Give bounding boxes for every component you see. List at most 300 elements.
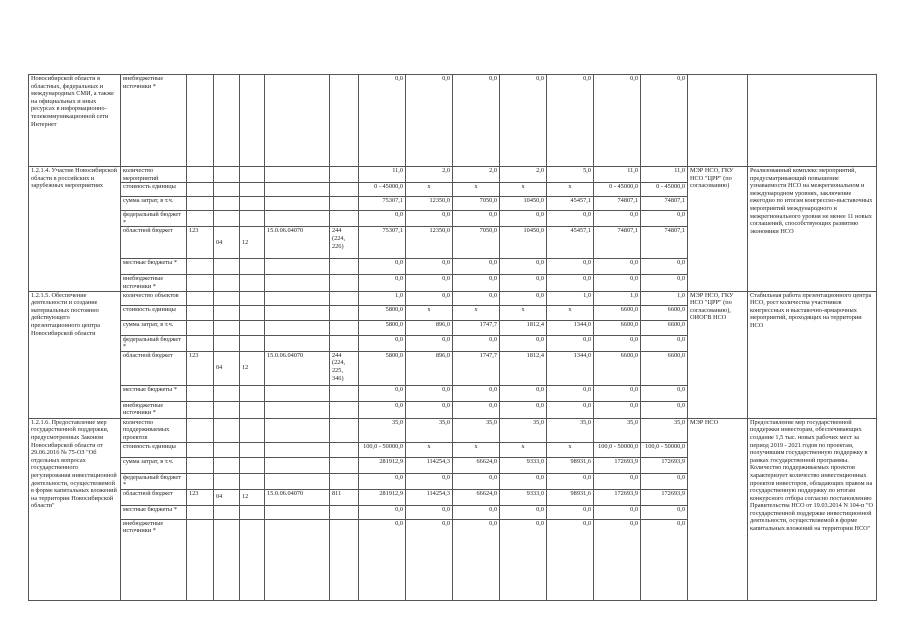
empty-code-cell (187, 385, 214, 401)
empty-code-cell (187, 275, 214, 291)
indicator-label-cell: областной бюджет (121, 351, 187, 385)
empty-code-cell (187, 259, 214, 275)
empty-code-cell (187, 418, 214, 442)
empty-code-cell (214, 75, 240, 167)
value-cell: 0,0 (406, 335, 453, 351)
value-cell: 281912,9 (359, 489, 406, 505)
empty-code-cell (330, 291, 359, 305)
expected-result-cell: Реализованный комплекс мероприятий, предусматривающий повышение узнаваемости НСО на межрегиональном и международном уровнях, заключение ежегодно по итогам конгрессно-выставочных мероприятий международного и межрегионального уровня не менее 11 новых соглашений, способствующих развитию экономики НСО (748, 167, 877, 292)
value-cell: 0,0 (547, 473, 594, 489)
value-cell: 0,0 (594, 259, 641, 275)
empty-code-cell (330, 305, 359, 320)
empty-code-cell (240, 473, 265, 489)
value-cell: 1,0 (359, 291, 406, 305)
value-cell: 0,0 (453, 259, 500, 275)
empty-code-cell (265, 197, 330, 211)
value-cell: 172693,9 (594, 489, 641, 505)
empty-code-cell (187, 183, 214, 197)
value-cell: 0,0 (594, 275, 641, 291)
empty-code-cell (240, 211, 265, 227)
empty-code-cell (240, 183, 265, 197)
value-cell: 0,0 (359, 259, 406, 275)
value-cell: 66624,0 (453, 457, 500, 473)
value-cell: 0,0 (406, 259, 453, 275)
target-article-code-cell: 15.0.06.04070 (265, 351, 330, 385)
budget-table (28, 74, 877, 601)
empty-code-cell (265, 167, 330, 183)
empty-code-cell (330, 183, 359, 197)
value-cell: 1,0 (594, 291, 641, 305)
value-cell: 0,0 (406, 275, 453, 291)
empty-code-cell (187, 320, 214, 335)
empty-code-cell (187, 305, 214, 320)
empty-code-cell (187, 75, 214, 167)
empty-code-cell (265, 335, 330, 351)
value-cell: 98931,6 (547, 489, 594, 505)
empty-code-cell (187, 197, 214, 211)
empty-code-cell (214, 259, 240, 275)
value-cell: 0,0 (641, 385, 688, 401)
value-cell: 0,0 (359, 385, 406, 401)
indicator-label-cell: количество поддерживаемых проектов (121, 418, 187, 442)
value-cell: 0,0 (594, 473, 641, 489)
expected-result-cell: Стабильная работа презентационного центра НСО, рост количества участников конгрессных и выставочно-ярмарочных мероприятий, проходящих на территории НСО (748, 291, 877, 418)
value-cell: 0,0 (453, 519, 500, 600)
empty-code-cell (265, 505, 330, 519)
value-cell: 6600,0 (641, 351, 688, 385)
indicator-label-cell: местные бюджеты * (121, 259, 187, 275)
value-cell: 1,0 (547, 291, 594, 305)
value-cell: x (500, 183, 547, 197)
indicator-label-cell: стоимость единицы (121, 442, 187, 457)
empty-code-cell (330, 418, 359, 442)
value-cell: 0,0 (594, 211, 641, 227)
value-cell: 0,0 (453, 75, 500, 167)
empty-code-cell (265, 418, 330, 442)
empty-code-cell (330, 167, 359, 183)
value-cell: 0,0 (453, 211, 500, 227)
value-cell: 10450,0 (500, 227, 547, 259)
empty-code-cell (240, 385, 265, 401)
indicator-label-cell: стоимость единицы (121, 183, 187, 197)
expense-type-code-cell: 244 (224, 225, 346) (330, 351, 359, 385)
value-cell: 6600,0 (594, 305, 641, 320)
value-cell: 10450,0 (500, 197, 547, 211)
responsible-cell (688, 75, 748, 167)
value-cell: x (406, 305, 453, 320)
empty-code-cell (187, 335, 214, 351)
value-cell: 0 - 45000,0 (594, 183, 641, 197)
value-cell: 1,0 (641, 291, 688, 305)
value-cell: 66624,0 (453, 489, 500, 505)
empty-code-cell (330, 335, 359, 351)
empty-code-cell (214, 401, 240, 418)
value-cell: 0,0 (406, 75, 453, 167)
empty-code-cell (214, 211, 240, 227)
value-cell: 11,0 (641, 167, 688, 183)
empty-code-cell (265, 211, 330, 227)
value-cell: x (500, 442, 547, 457)
value-cell: 0,0 (594, 385, 641, 401)
empty-code-cell (240, 167, 265, 183)
indicator-label-cell: количество мероприятий (121, 167, 187, 183)
empty-code-cell (214, 305, 240, 320)
value-cell: 35,0 (500, 418, 547, 442)
empty-code-cell (240, 197, 265, 211)
section-code-cell: 04 (214, 351, 240, 385)
empty-code-cell (187, 457, 214, 473)
responsible-cell: МЭР НСО, ГКУ НСО "ЦРР" (по согласованию), ОИОГВ НСО (688, 291, 748, 418)
kvsr-code-cell: 123 (187, 489, 214, 505)
empty-code-cell (330, 259, 359, 275)
empty-code-cell (265, 183, 330, 197)
value-cell: 0,0 (547, 519, 594, 600)
value-cell: 74807,1 (641, 227, 688, 259)
empty-code-cell (214, 519, 240, 600)
value-cell: 1747,7 (453, 320, 500, 335)
empty-code-cell (187, 211, 214, 227)
value-cell: 0,0 (500, 385, 547, 401)
value-cell: 7050,0 (453, 197, 500, 211)
value-cell: 7050,0 (453, 227, 500, 259)
empty-code-cell (214, 442, 240, 457)
table-row (29, 418, 877, 442)
empty-code-cell (330, 519, 359, 600)
value-cell: 0,0 (406, 473, 453, 489)
empty-code-cell (214, 335, 240, 351)
empty-code-cell (240, 275, 265, 291)
kvsr-code-cell: 123 (187, 351, 214, 385)
value-cell: 0,0 (500, 505, 547, 519)
empty-code-cell (265, 401, 330, 418)
indicator-label-cell: федеральный бюджет * (121, 211, 187, 227)
value-cell: 0,0 (500, 275, 547, 291)
value-cell: 75307,1 (359, 197, 406, 211)
empty-code-cell (330, 197, 359, 211)
empty-code-cell (214, 505, 240, 519)
value-cell: 0,0 (406, 519, 453, 600)
value-cell: 0,0 (547, 211, 594, 227)
value-cell: 2,0 (406, 167, 453, 183)
indicator-label-cell: сумма затрат, в т.ч. (121, 197, 187, 211)
empty-code-cell (214, 418, 240, 442)
value-cell: 172693,9 (641, 489, 688, 505)
value-cell: 0,0 (453, 335, 500, 351)
empty-code-cell (214, 275, 240, 291)
empty-code-cell (240, 320, 265, 335)
responsible-cell: МЭР НСО, ГКУ НСО "ЦРР" (по согласованию) (688, 167, 748, 292)
table-row (29, 167, 877, 183)
empty-code-cell (214, 473, 240, 489)
value-cell: 1344,0 (547, 351, 594, 385)
value-cell: 74807,1 (594, 197, 641, 211)
expected-result-cell (748, 75, 877, 167)
indicator-label-cell: количество объектов (121, 291, 187, 305)
empty-code-cell (265, 473, 330, 489)
indicator-label-cell: внебюджетные источники * (121, 275, 187, 291)
value-cell: 35,0 (547, 418, 594, 442)
empty-code-cell (187, 401, 214, 418)
indicator-label-cell: внебюджетные источники * (121, 401, 187, 418)
value-cell: 114254,3 (406, 489, 453, 505)
value-cell: 74807,1 (594, 227, 641, 259)
value-cell: 0,0 (641, 275, 688, 291)
value-cell: 0,0 (547, 335, 594, 351)
value-cell: 0,0 (453, 401, 500, 418)
empty-code-cell (240, 259, 265, 275)
value-cell: 35,0 (641, 418, 688, 442)
value-cell: 12350,0 (406, 197, 453, 211)
empty-code-cell (265, 457, 330, 473)
table-row (29, 291, 877, 305)
value-cell: 281912,9 (359, 457, 406, 473)
empty-code-cell (265, 259, 330, 275)
empty-code-cell (330, 385, 359, 401)
empty-code-cell (240, 401, 265, 418)
value-cell: 0,0 (406, 291, 453, 305)
indicator-label-cell: внебюджетные источники * (121, 75, 187, 167)
value-cell: 0,0 (641, 211, 688, 227)
empty-code-cell (240, 457, 265, 473)
value-cell: 1812,4 (500, 351, 547, 385)
value-cell: x (453, 305, 500, 320)
value-cell: 172693,9 (594, 457, 641, 473)
value-cell: 0,0 (500, 75, 547, 167)
value-cell: 0,0 (359, 505, 406, 519)
activity-name-cell: Новосибирской области в областных, федеральных и международных СМИ, а также на официальных и иных ресурсах в информационно-телекоммуникационной сети Интернет (29, 75, 121, 167)
expense-type-code-cell: 244 (224, 226) (330, 227, 359, 259)
value-cell: 5,0 (547, 167, 594, 183)
empty-code-cell (240, 291, 265, 305)
empty-code-cell (265, 519, 330, 600)
value-cell: 0,0 (641, 75, 688, 167)
empty-code-cell (214, 385, 240, 401)
indicator-label-cell: федеральный бюджет * (121, 473, 187, 489)
value-cell: 0,0 (547, 259, 594, 275)
value-cell: 0,0 (641, 505, 688, 519)
empty-code-cell (330, 75, 359, 167)
value-cell: 0,0 (500, 291, 547, 305)
value-cell: 0,0 (547, 505, 594, 519)
value-cell: 75307,1 (359, 227, 406, 259)
value-cell: 35,0 (406, 418, 453, 442)
empty-code-cell (330, 401, 359, 418)
expected-result-cell: Предоставление мер государственной поддержки инвесторам, обеспечивающих создание 1,5 тыс. новых рабочих мест за период 2019 - 2021 годов по проектам, получившим государственную поддержку в рамках государственной программы. Количество поддерживаемых проектов характеризует количество инвестиционных проектов инвесторов, обладающих правом на государственную поддержку по итогам конкурсного отбора согласно постановлению Правительства НСО от 19.03.2014 N 104-п "О государственной поддержке инвестиционной деятельности, осуществляемой в форме капитальных вложений на территории НСО" (748, 418, 877, 600)
value-cell: 1812,4 (500, 320, 547, 335)
empty-code-cell (265, 320, 330, 335)
value-cell: 0,0 (406, 505, 453, 519)
value-cell: 0,0 (500, 259, 547, 275)
indicator-label-cell: областной бюджет (121, 489, 187, 505)
section-code-cell: 04 (214, 227, 240, 259)
value-cell: 0,0 (453, 275, 500, 291)
value-cell: 0,0 (359, 335, 406, 351)
value-cell: 0,0 (406, 385, 453, 401)
value-cell: 0,0 (359, 75, 406, 167)
value-cell: 9333,0 (500, 489, 547, 505)
indicator-label-cell: федеральный бюджет * (121, 335, 187, 351)
empty-code-cell (214, 183, 240, 197)
empty-code-cell (240, 418, 265, 442)
value-cell: 0,0 (453, 291, 500, 305)
empty-code-cell (187, 519, 214, 600)
activity-name-cell: 1.2.1.4. Участие Новосибирской области в российских и зарубежных мероприятиях (29, 167, 121, 292)
value-cell: 100,0 - 50000,0 (641, 442, 688, 457)
value-cell: 0,0 (641, 473, 688, 489)
value-cell: 0,0 (453, 473, 500, 489)
value-cell: 0,0 (359, 401, 406, 418)
empty-code-cell (240, 75, 265, 167)
empty-code-cell (240, 519, 265, 600)
empty-code-cell (330, 275, 359, 291)
value-cell: 6600,0 (641, 305, 688, 320)
expense-type-code-cell: 811 (330, 489, 359, 505)
value-cell: 100,0 - 50000,0 (359, 442, 406, 457)
value-cell: 2,0 (500, 167, 547, 183)
indicator-label-cell: стоимость единицы (121, 305, 187, 320)
value-cell: x (453, 442, 500, 457)
value-cell: 6600,0 (594, 320, 641, 335)
value-cell: 2,0 (453, 167, 500, 183)
value-cell: 0,0 (453, 385, 500, 401)
value-cell: 114254,3 (406, 457, 453, 473)
value-cell: 0,0 (500, 211, 547, 227)
indicator-label-cell: внебюджетные источники * (121, 519, 187, 600)
indicator-label-cell: сумма затрат, в т.ч. (121, 457, 187, 473)
value-cell: 0 - 45000,0 (359, 183, 406, 197)
value-cell: 11,0 (594, 167, 641, 183)
empty-code-cell (187, 473, 214, 489)
value-cell: 0,0 (547, 401, 594, 418)
value-cell: 172693,9 (641, 457, 688, 473)
empty-code-cell (330, 442, 359, 457)
indicator-label-cell: местные бюджеты * (121, 385, 187, 401)
value-cell: 0,0 (359, 519, 406, 600)
value-cell: 0,0 (500, 473, 547, 489)
value-cell: 1344,0 (547, 320, 594, 335)
empty-code-cell (330, 473, 359, 489)
value-cell: 98931,6 (547, 457, 594, 473)
empty-code-cell (187, 442, 214, 457)
value-cell: 11,0 (359, 167, 406, 183)
value-cell: 0,0 (406, 211, 453, 227)
empty-code-cell (265, 75, 330, 167)
value-cell: x (406, 442, 453, 457)
value-cell: 0,0 (500, 335, 547, 351)
empty-code-cell (187, 167, 214, 183)
empty-code-cell (214, 197, 240, 211)
subsection-code-cell: 12 (240, 489, 265, 505)
target-article-code-cell: 15.0.06.04070 (265, 489, 330, 505)
value-cell: x (547, 183, 594, 197)
indicator-label-cell: местные бюджеты * (121, 505, 187, 519)
empty-code-cell (330, 457, 359, 473)
value-cell: 6600,0 (594, 351, 641, 385)
value-cell: 35,0 (453, 418, 500, 442)
value-cell: 0,0 (359, 473, 406, 489)
subsection-code-cell: 12 (240, 351, 265, 385)
value-cell: x (500, 305, 547, 320)
value-cell: 0,0 (359, 211, 406, 227)
indicator-label-cell: сумма затрат, в т.ч. (121, 320, 187, 335)
subsection-code-cell: 12 (240, 227, 265, 259)
section-code-cell: 04 (214, 489, 240, 505)
value-cell: 9333,0 (500, 457, 547, 473)
empty-code-cell (265, 385, 330, 401)
activity-name-cell: 1.2.1.6. Предоставление мер государственной поддержки, предусмотренных Законом Новосибирской области от 29.06.2016 № 75-ОЗ "Об отдельных вопросах государственного регулирования инвестиционной деятельности, осуществляемой в форме капитальных вложений на территории Новосибирской области" (29, 418, 121, 600)
value-cell: 0,0 (547, 75, 594, 167)
empty-code-cell (330, 505, 359, 519)
value-cell: 0,0 (641, 519, 688, 600)
value-cell: 5800,0 (359, 320, 406, 335)
activity-name-cell: 1.2.1.5. Обеспечение деятельности и создание материальных постоянно действующего презентационного центра Новосибирской области (29, 291, 121, 418)
value-cell: 5800,0 (359, 351, 406, 385)
empty-code-cell (265, 275, 330, 291)
value-cell: 0,0 (641, 335, 688, 351)
empty-code-cell (330, 320, 359, 335)
value-cell: 896,0 (406, 320, 453, 335)
value-cell: x (406, 183, 453, 197)
empty-code-cell (187, 505, 214, 519)
value-cell: 1747,7 (453, 351, 500, 385)
value-cell: 0,0 (547, 275, 594, 291)
value-cell: 0,0 (594, 505, 641, 519)
value-cell: 0,0 (594, 519, 641, 600)
empty-code-cell (265, 442, 330, 457)
value-cell: 0,0 (500, 401, 547, 418)
empty-code-cell (214, 167, 240, 183)
value-cell: 100,0 - 50000,0 (594, 442, 641, 457)
empty-code-cell (240, 305, 265, 320)
value-cell: 35,0 (594, 418, 641, 442)
value-cell: 0,0 (641, 259, 688, 275)
value-cell: 0,0 (453, 505, 500, 519)
value-cell: 74807,1 (641, 197, 688, 211)
empty-code-cell (240, 505, 265, 519)
value-cell: 896,0 (406, 351, 453, 385)
kvsr-code-cell: 123 (187, 227, 214, 259)
empty-code-cell (187, 291, 214, 305)
empty-code-cell (330, 211, 359, 227)
value-cell: 35,0 (359, 418, 406, 442)
value-cell: 12350,0 (406, 227, 453, 259)
value-cell: 0,0 (547, 385, 594, 401)
value-cell: 45457,1 (547, 197, 594, 211)
empty-code-cell (265, 291, 330, 305)
value-cell: 0 - 45000,0 (641, 183, 688, 197)
value-cell: 0,0 (500, 519, 547, 600)
value-cell: 0,0 (359, 275, 406, 291)
value-cell: 0,0 (641, 401, 688, 418)
value-cell: x (547, 442, 594, 457)
value-cell: 0,0 (594, 335, 641, 351)
indicator-label-cell: областной бюджет (121, 227, 187, 259)
empty-code-cell (214, 320, 240, 335)
value-cell: 5800,0 (359, 305, 406, 320)
table-row (29, 75, 877, 167)
value-cell: x (547, 305, 594, 320)
value-cell: 0,0 (594, 401, 641, 418)
empty-code-cell (240, 442, 265, 457)
value-cell: 0,0 (594, 75, 641, 167)
empty-code-cell (214, 291, 240, 305)
responsible-cell: МЭР НСО (688, 418, 748, 600)
empty-code-cell (214, 457, 240, 473)
target-article-code-cell: 15.0.06.04070 (265, 227, 330, 259)
value-cell: 0,0 (406, 401, 453, 418)
value-cell: 45457,1 (547, 227, 594, 259)
empty-code-cell (240, 335, 265, 351)
